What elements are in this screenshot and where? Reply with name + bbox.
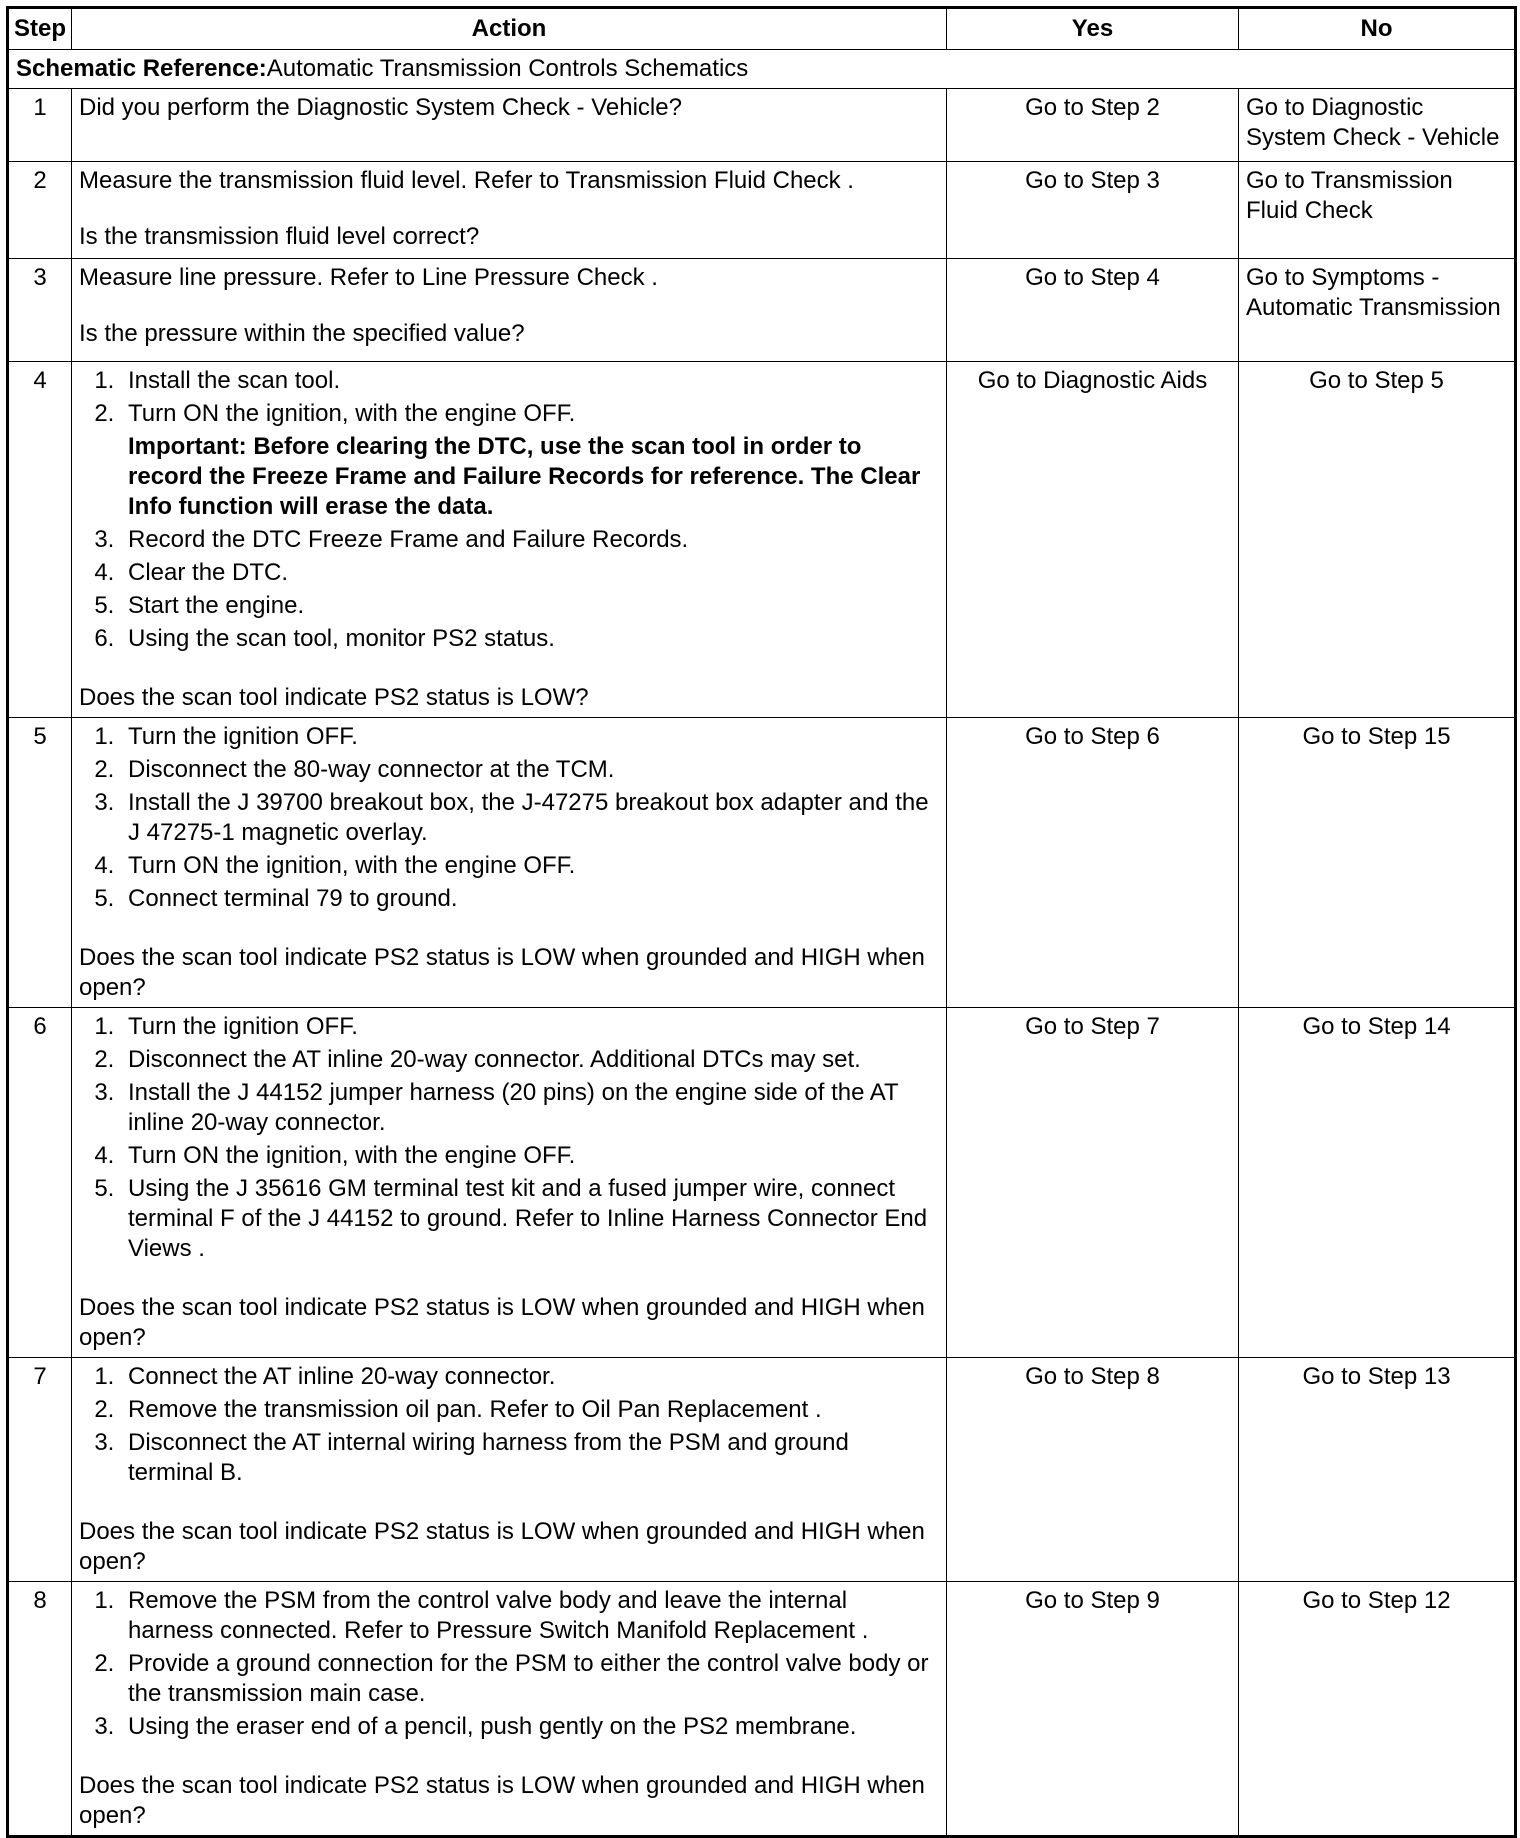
no-result[interactable]: Go to Transmission Fluid Check	[1239, 162, 1516, 259]
list-item: 3. Disconnect the AT internal wiring harness from the PSM and ground terminal B.	[121, 1428, 939, 1488]
header-step: Step	[8, 8, 72, 50]
action-cell	[72, 162, 947, 259]
step-number: 6	[8, 1008, 72, 1358]
list-item: 5. Using the J 35616 GM terminal test kit and a fused jumper wire, connect terminal F of the J 44152 to ground. Refer to Inline Harness Connector End Views .	[121, 1174, 939, 1264]
list-item: 3. Install the J 39700 breakout box, the J-47275 breakout box adapter and the J 47275-1 magnetic overlay.	[121, 788, 939, 848]
diagnostic-document	[6, 6, 1514, 1828]
list-item: 1. Install the scan tool.	[121, 366, 939, 396]
action-cell	[72, 362, 947, 718]
list-item: 3. Record the DTC Freeze Frame and Failure Records.	[121, 525, 939, 555]
step-number: 7	[8, 1358, 72, 1582]
yes-result[interactable]: Go to Step 4	[947, 259, 1239, 362]
list-item: 4. Turn ON the ignition, with the engine OFF.	[121, 851, 939, 881]
table-row	[8, 162, 1516, 259]
action-cell	[72, 1008, 947, 1358]
table-row	[8, 1358, 1516, 1582]
list-item: 6. Using the scan tool, monitor PS2 status.	[121, 624, 939, 654]
list-item: 2. Turn ON the ignition, with the engine OFF.	[121, 399, 939, 429]
yes-result[interactable]: Go to Step 9	[947, 1582, 1239, 1837]
list-item: 2. Provide a ground connection for the PSM to either the control valve body or the transmission main case.	[121, 1649, 939, 1709]
list-item: 2. Disconnect the AT inline 20-way connector. Additional DTCs may set.	[121, 1045, 939, 1075]
action-question: Is the transmission fluid level correct?	[79, 223, 480, 250]
table-row	[8, 362, 1516, 718]
list-item: 4. Clear the DTC.	[121, 558, 939, 588]
no-result[interactable]: Go to Diagnostic System Check - Vehicle	[1239, 89, 1516, 162]
yes-result[interactable]: Go to Step 7	[947, 1008, 1239, 1358]
list-item: 4. Turn ON the ignition, with the engine OFF.	[121, 1141, 939, 1171]
action-cell	[72, 718, 947, 1008]
action-question: Does the scan tool indicate PS2 status is LOW when grounded and HIGH when open?	[79, 1294, 925, 1351]
no-result[interactable]: Go to Step 14	[1239, 1008, 1516, 1358]
diagnostic-table	[6, 6, 1517, 1838]
header-action: Action	[72, 8, 947, 50]
yes-result[interactable]: Go to Step 6	[947, 718, 1239, 1008]
action-steps	[79, 1586, 939, 1742]
list-item: 2. Remove the transmission oil pan. Refer to Oil Pan Replacement .	[121, 1395, 939, 1425]
header-yes: Yes	[947, 8, 1239, 50]
action-question: Does the scan tool indicate PS2 status is LOW when grounded and HIGH when open?	[79, 1772, 925, 1829]
action-steps	[79, 1362, 939, 1488]
table-row	[8, 718, 1516, 1008]
step-number: 3	[8, 259, 72, 362]
table-row	[8, 1582, 1516, 1837]
no-result[interactable]: Go to Step 5	[1239, 362, 1516, 718]
list-item: 3. Using the eraser end of a pencil, push gently on the PS2 membrane.	[121, 1712, 939, 1742]
step-number: 2	[8, 162, 72, 259]
action-question: Does the scan tool indicate PS2 status is LOW when grounded and HIGH when open?	[79, 1518, 925, 1575]
list-item: 5. Start the engine.	[121, 591, 939, 621]
table-row	[8, 259, 1516, 362]
yes-result[interactable]: Go to Step 2	[947, 89, 1239, 162]
action-question: Does the scan tool indicate PS2 status is LOW when grounded and HIGH when open?	[79, 944, 925, 1001]
list-item: 2. Disconnect the 80-way connector at the TCM.	[121, 755, 939, 785]
action-question: Is the pressure within the specified value?	[79, 320, 525, 347]
action-instruction: Measure the transmission fluid level. Refer to Transmission Fluid Check .	[79, 167, 854, 194]
action-steps	[79, 1012, 939, 1264]
action-steps	[79, 722, 939, 914]
yes-result[interactable]: Go to Step 8	[947, 1358, 1239, 1582]
yes-result[interactable]: Go to Step 3	[947, 162, 1239, 259]
list-item: 1. Turn the ignition OFF.	[121, 722, 939, 752]
list-item: 1. Connect the AT inline 20-way connector.	[121, 1362, 939, 1392]
schematic-reference	[8, 50, 1516, 89]
no-result[interactable]: Go to Step 12	[1239, 1582, 1516, 1837]
step-number: 8	[8, 1582, 72, 1837]
header-row	[8, 8, 1516, 50]
list-item: 5. Connect terminal 79 to ground.	[121, 884, 939, 914]
schematic-reference-label: Schematic Reference:	[16, 55, 267, 82]
action-cell	[72, 259, 947, 362]
step-number: 5	[8, 718, 72, 1008]
no-result[interactable]: Go to Symptoms - Automatic Transmission	[1239, 259, 1516, 362]
step-number: 1	[8, 89, 72, 162]
list-item: 3. Install the J 44152 jumper harness (20 pins) on the engine side of the AT inline 20-way connector.	[121, 1078, 939, 1138]
action-question: Did you perform the Diagnostic System Check - Vehicle?	[79, 94, 682, 121]
step-number: 4	[8, 362, 72, 718]
action-cell	[72, 89, 947, 162]
no-result[interactable]: Go to Step 15	[1239, 718, 1516, 1008]
schematic-reference-link[interactable]: Automatic Transmission Controls Schematics	[266, 55, 749, 82]
no-result[interactable]: Go to Step 13	[1239, 1358, 1516, 1582]
list-item: 1. Turn the ignition OFF.	[121, 1012, 939, 1042]
action-instruction: Measure line pressure. Refer to Line Pressure Check .	[79, 264, 658, 291]
important-note: Important: Before clearing the DTC, use the scan tool in order to record the Freeze Frame and Failure Records for reference. The Clear Info function will erase the data.	[128, 433, 921, 520]
action-cell	[72, 1358, 947, 1582]
table-row	[8, 89, 1516, 162]
yes-result[interactable]: Go to Diagnostic Aids	[947, 362, 1239, 718]
list-item: 1. Remove the PSM from the control valve body and leave the internal harness connected. Refer to Pressure Switch Manifold Replacement .	[121, 1586, 939, 1646]
action-question: Does the scan tool indicate PS2 status is LOW?	[79, 684, 589, 711]
action-steps	[79, 366, 939, 654]
schematic-reference-row	[8, 50, 1516, 89]
table-row	[8, 1008, 1516, 1358]
header-no: No	[1239, 8, 1516, 50]
action-cell	[72, 1582, 947, 1837]
